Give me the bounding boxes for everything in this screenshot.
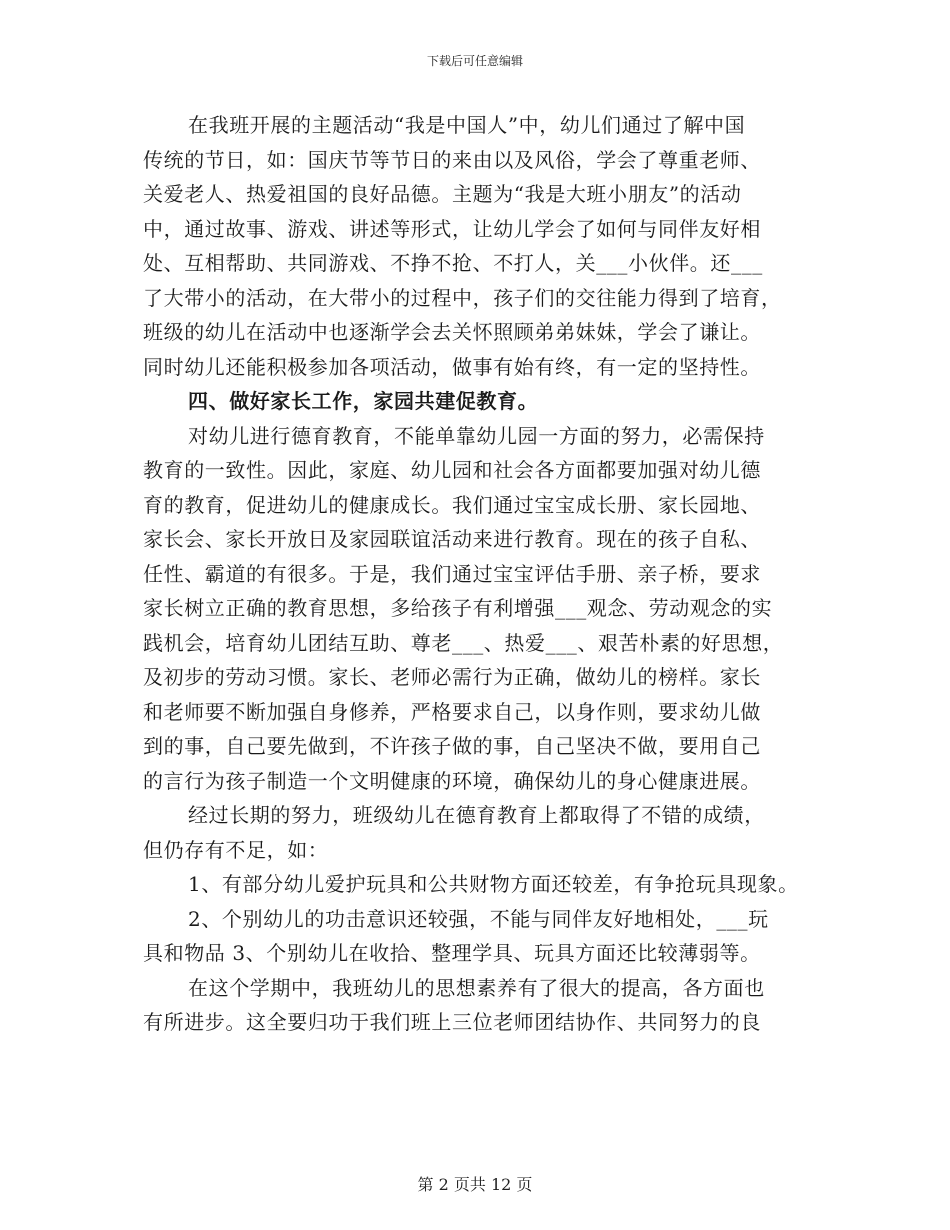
- text-line: 任性、霸道的有很多。于是，我们通过宝宝评估手册、亲子桥，要求: [143, 561, 761, 586]
- page-header: 下载后可任意编辑: [426, 54, 523, 68]
- text-line: 教育的一致性。因此，家庭、幼儿园和社会各方面都要加强对幼儿德: [143, 458, 761, 482]
- text-line: 中，通过故事、游戏、讲述等形式，让幼儿学会了如何与同伴友好相: [143, 216, 761, 241]
- section-heading: 四、做好家长工作，家园共建促教育。: [188, 389, 539, 413]
- text-line: 关爱老人、热爱祖国的良好品德。主题为“我是大班小朋友”的活动: [143, 182, 742, 206]
- text-line: 处、互相帮助、共同游戏、不挣不抢、不打人，关___小伙伴。还___: [143, 251, 763, 275]
- page-footer: 第 2 页共 12 页: [417, 1175, 533, 1194]
- text-line: 经过长期的努力，班级幼儿在德育教育上都取得了不错的成绩，: [188, 803, 765, 827]
- text-line: 1、有部分幼儿爱护玩具和公共财物方面还较差，有争抢玩具现象。: [188, 872, 799, 896]
- text-line: 但仍存有不足，如：: [143, 837, 329, 862]
- text-line: 2、个别幼儿的功击意识还较强，不能与同伴友好地相处，___玩: [188, 906, 769, 931]
- text-line: 践机会，培育幼儿团结互助、尊老___、热爱___、艰苦朴素的好思想，: [143, 630, 784, 655]
- text-line: 的言行为孩子制造一个文明健康的环境，确保幼儿的身心健康进展。: [143, 768, 761, 793]
- text-line: 有所进步。这全要归功于我们班上三位老师团结协作、共同努力的良: [143, 1010, 761, 1034]
- text-line: 对幼儿进行德育教育，不能单靠幼儿园一方面的努力，必需保持: [188, 423, 765, 448]
- text-line: 传统的节日，如：国庆节等节日的来由以及风俗，学会了尊重老师、: [143, 147, 761, 172]
- text-line: 家长树立正确的教育思想，多给孩子有利增强___观念、劳动观念的实: [143, 596, 773, 620]
- text-line: 家长会、家长开放日及家园联谊活动来进行教育。现在的孩子自私、: [143, 527, 761, 551]
- text-line: 具和物品 3、个别幼儿在收拾、整理学具、玩具方面还比较薄弱等。: [143, 941, 761, 965]
- text-line: 及初步的劳动习惯。家长、老师必需行为正确，做幼儿的榜样。家长: [143, 665, 761, 689]
- text-line: 育的教育，促进幼儿的健康成长。我们通过宝宝成长册、家长园地、: [143, 492, 761, 517]
- document-body: [143, 108, 811, 1040]
- text-line: 同时幼儿还能积极参加各项活动，做事有始有终，有一定的坚持性。: [143, 354, 761, 379]
- text-line: 和老师要不断加强自身修养，严格要求自己，以身作则，要求幼儿做: [143, 699, 761, 724]
- text-line: 在这个学期中，我班幼儿的思想素养有了很大的提高，各方面也: [188, 975, 765, 1000]
- text-line: 在我班开展的主题活动“我是中国人”中，幼儿们通过了解中国: [188, 113, 746, 137]
- text-line: 到的事，自己要先做到，不许孩子做的事，自己坚决不做，要用自己: [143, 734, 761, 758]
- text-line: 了大带小的活动，在大带小的过程中，孩子们的交往能力得到了培育，: [143, 285, 782, 310]
- text-line: 班级的幼儿在活动中也逐渐学会去关怀照顾弟弟妹妹，学会了谦让。: [143, 320, 761, 344]
